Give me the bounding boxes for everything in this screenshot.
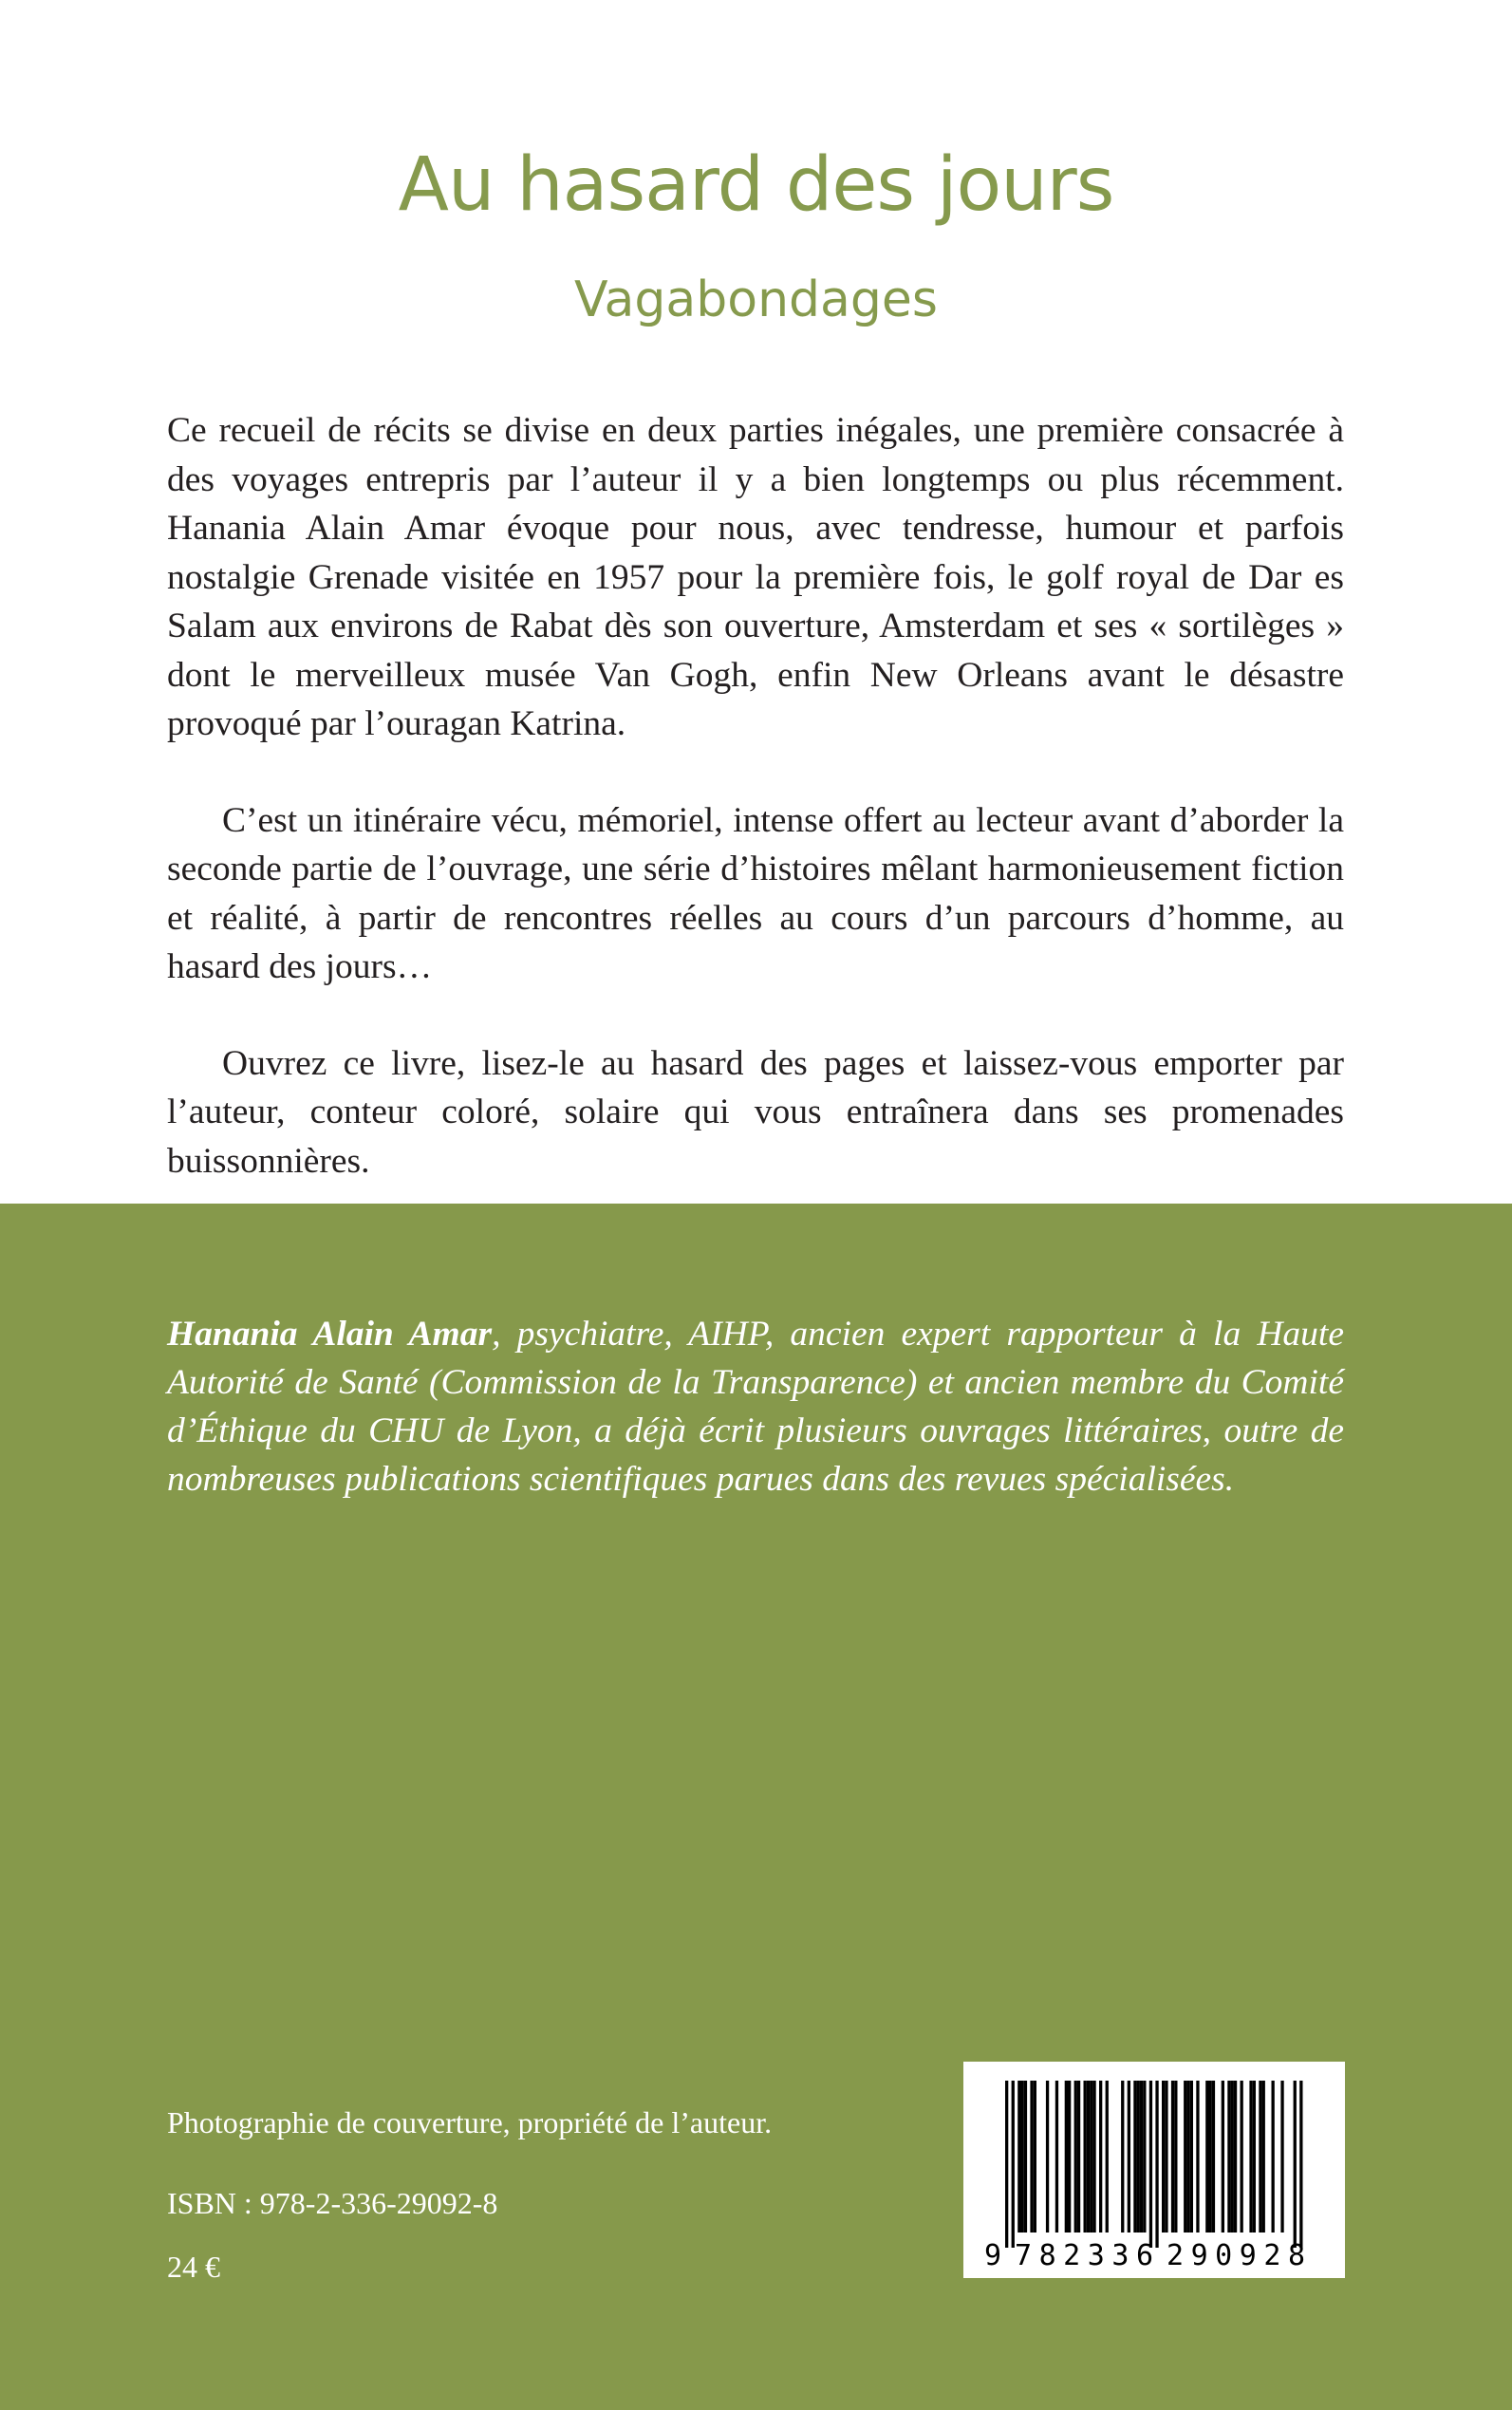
barcode-bar — [1280, 2081, 1283, 2233]
barcode-bar — [1227, 2081, 1230, 2233]
barcode-bar — [1137, 2081, 1140, 2233]
barcode-bars — [1005, 2081, 1303, 2248]
barcode-bar — [1190, 2081, 1193, 2233]
author-bio-text: , psychiatre, AIHP, ancien expert rapporteur à la Haute Autorité de Santé (Commission de la Transparence) et ancien membre du Comité d’Éthique du CHU de Lyon, a déjà écrit plusieurs ouvrages littéraires, outre de nombreuses publications scientifiques parues dans des revues spécialisées. — [167, 1315, 1344, 1499]
barcode-bar — [1209, 2081, 1212, 2233]
barcode-left-digits: 782336 — [1015, 2239, 1153, 2272]
barcode-bar — [1087, 2081, 1090, 2233]
barcode-bar — [1184, 2081, 1186, 2233]
barcode-bar — [1249, 2081, 1252, 2233]
barcode-bar — [1121, 2081, 1124, 2233]
barcode-bar — [1012, 2081, 1015, 2248]
barcode-bar — [1140, 2081, 1143, 2233]
book-title: Au hasard des jours — [398, 142, 1114, 228]
barcode-bar — [1171, 2081, 1174, 2233]
barcode-bar — [1231, 2081, 1234, 2233]
barcode-bar — [1196, 2081, 1199, 2233]
barcode-bar — [1034, 2081, 1036, 2233]
barcode-bar — [1017, 2081, 1020, 2233]
barcode-bar — [1149, 2081, 1152, 2248]
barcode-bar — [1106, 2081, 1109, 2233]
barcode-bar — [1272, 2081, 1275, 2233]
barcode-bar — [1046, 2081, 1049, 2233]
barcode-bar — [1128, 2081, 1130, 2233]
barcode-bar — [1143, 2081, 1146, 2233]
barcode-bar — [1174, 2081, 1177, 2233]
barcode-bar — [1092, 2081, 1095, 2233]
barcode-bar — [1222, 2081, 1224, 2233]
blurb-paragraph-2: C’est un itinéraire vécu, mémoriel, intense offert au lecteur avant d’aborder la seconde partie de l’ouvrage, une série d’histoires mêlant harmonieusement fiction et réalité, à partir de rencontres réelles au cours d’un parcours d’homme, au hasard des jours… — [167, 800, 1344, 986]
barcode-bar — [1162, 2081, 1165, 2233]
barcode-bar — [1234, 2081, 1237, 2233]
blurb-paragraph-3: Ouvrez ce livre, lisez-le au hasard des pages et laissez-vous emporter par l’auteur, conteur coloré, solaire qui vous entraînera dans ses promenades buissonnières. — [167, 1043, 1344, 1181]
price: 24 € — [167, 2250, 220, 2284]
barcode-bar — [1294, 2081, 1297, 2248]
barcode-bar — [1099, 2081, 1102, 2233]
barcode-bar — [1253, 2081, 1256, 2233]
barcode-bar — [1212, 2081, 1215, 2233]
barcode-bar — [1205, 2081, 1208, 2233]
barcode — [963, 2062, 1345, 2278]
top-panel — [0, 0, 1512, 1204]
barcode-bar — [1155, 2081, 1158, 2248]
barcode-bar — [1165, 2081, 1167, 2233]
barcode-bar — [1024, 2081, 1027, 2233]
barcode-bar — [1074, 2081, 1077, 2233]
barcode-bar — [1065, 2081, 1068, 2233]
barcode-bar — [1068, 2081, 1071, 2233]
barcode-bar — [1262, 2081, 1265, 2233]
barcode-bar — [1077, 2081, 1080, 2233]
barcode-bar — [1021, 2081, 1024, 2233]
photo-credit: Photographie de couverture, propriété de l’auteur. — [167, 2105, 773, 2139]
blurb — [167, 406, 1344, 1233]
author-bio — [167, 1310, 1344, 1504]
barcode-bar — [1299, 2081, 1302, 2248]
barcode-bar — [1030, 2081, 1033, 2233]
barcode-bar — [1133, 2081, 1136, 2233]
barcode-bar — [1241, 2081, 1243, 2233]
barcode-bar — [1259, 2081, 1261, 2233]
book-subtitle: Vagabondages — [573, 271, 939, 328]
barcode-bar — [1186, 2081, 1189, 2233]
isbn: ISBN : 978-2-336-29092-8 — [167, 2186, 498, 2220]
barcode-graphic — [963, 2062, 1345, 2278]
barcode-bar — [1055, 2081, 1058, 2233]
barcode-right-digits: 290928 — [1167, 2239, 1305, 2272]
blurb-paragraph-1: Ce recueil de récits se divise en deux parties inégales, une première consacrée à des voyages entrepris par l’auteur il y a bien longtemps ou plus récemment. Hanania Alain Amar évoque pour nous, avec tendresse, humour et parfois nostalgie Grenade visitée en 1957 pour la première fois, le golf royal de Dar es Salam aux environs de Rabat dès son ouverture, Amsterdam et ses « sortilèges » dont le merveilleux musée Van Gogh, enfin New Orleans avant le désastre provoqué par l’ouragan Katrina. — [167, 411, 1344, 743]
barcode-bar — [1090, 2081, 1092, 2233]
author-name: Hanania Alain Amar — [167, 1315, 493, 1354]
barcode-first-digit: 9 — [984, 2239, 1002, 2272]
barcode-bar — [1005, 2081, 1008, 2248]
barcode-bar — [1084, 2081, 1087, 2233]
